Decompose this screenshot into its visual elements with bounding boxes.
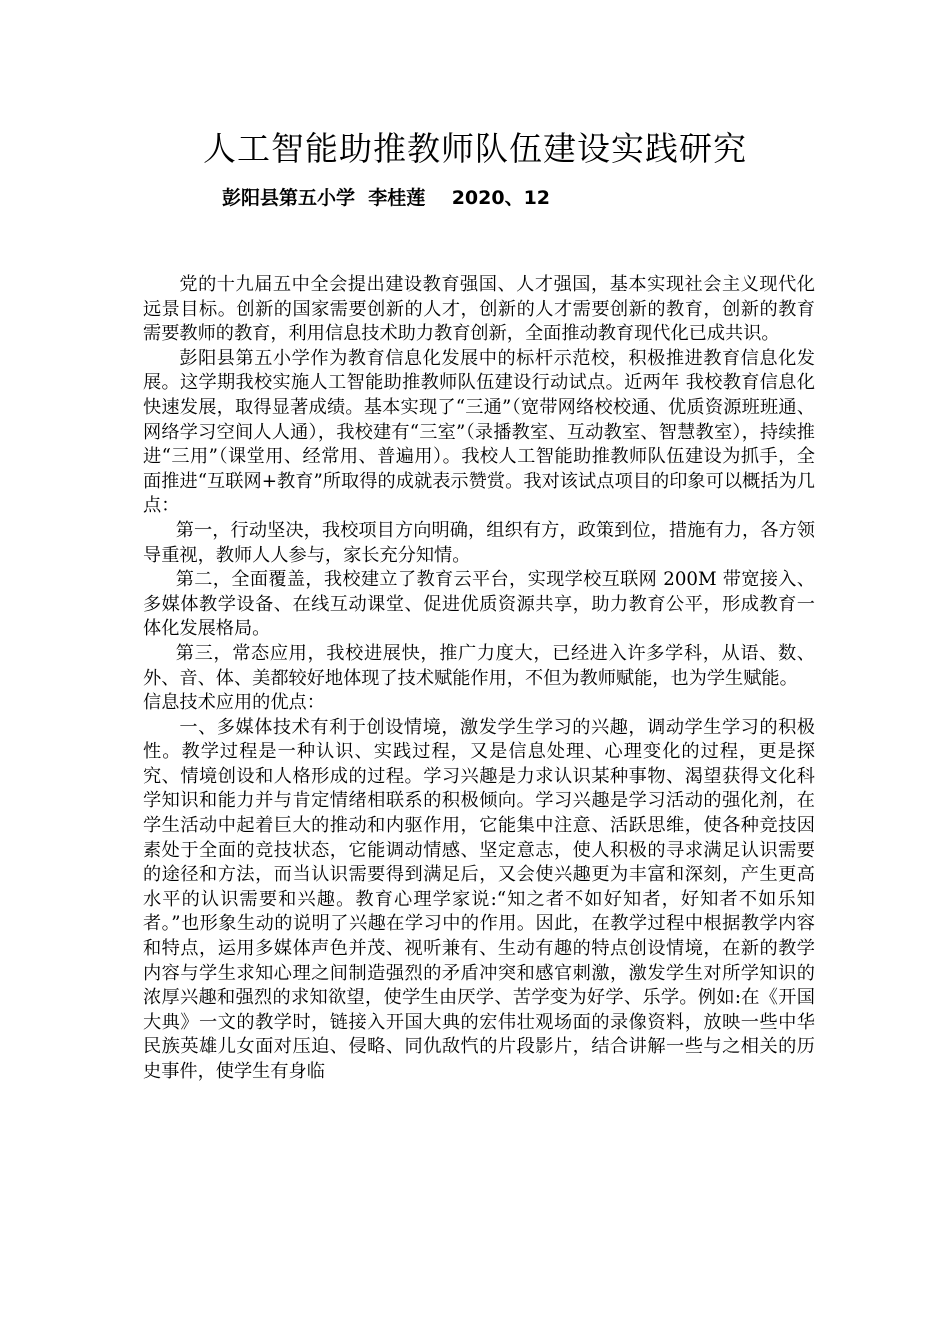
author-byline: 彭阳县第五小学 李桂莲 2020、12: [222, 187, 551, 209]
section-heading-advantages: 信息技术应用的优点：: [143, 692, 325, 714]
paragraph-point-two: 第二，全面覆盖，我校建立了教育云平台，实现学校互联网 200M 带宽接入、多媒体教学设备、在线互动课堂、促进优质资源共享，助力教育公平，形成教育一体化发展格局。: [143, 569, 815, 640]
paragraph-school-overview: 彭阳县第五小学作为教育信息化发展中的标杆示范校，积极推进教育信息化发展。这学期我校实施人工智能助推教师队伍建设行动试点。近两年 我校教育信息化快速发展，取得显著成绩。基本实现了“三通”（宽带网络校校通、优质资源班班通、网络学习空间人人通），我校建有“三室”（录播教室、互动教室、智慧教室），持续推进“三用”（课堂用、经常用、普遍用）。我校人工智能助推教师队伍建设为抓手，全面推进“互联网+教育”所取得的成就表示赞赏。我对该试点项目的印象可以概括为几点：: [143, 347, 815, 517]
document-title: 人工智能助推教师队伍建设实践研究: [203, 129, 747, 168]
paragraph-intro: 党的十九届五中全会提出建设教育强国、人才强国，基本实现社会主义现代化远景目标。创新的国家需要创新的人才，创新的人才需要创新的教育，创新的教育需要教师的教育，利用信息技术助力教育创新，全面推动教育现代化已成共识。: [143, 274, 815, 345]
document-body: [143, 273, 815, 1085]
paragraph-point-one: 第一，行动坚决，我校项目方向明确，组织有方，政策到位，措施有力，各方领导重视，教师人人参与，家长充分知情。: [143, 519, 815, 566]
paragraph-point-three: 第三，常态应用，我校进展快，推广力度大，已经进入许多学科，从语、数、外、音、体、美都较好地体现了技术赋能作用，不但为教师赋能，也为学生赋能。: [143, 642, 815, 689]
paragraph-multimedia: 一、多媒体技术有利于创设情境，激发学生学习的兴趣，调动学生学习的积极性。教学过程是一种认识、实践过程，又是信息处理、心理变化的过程，更是探究、情境创设和人格形成的过程。学习兴趣是力求认识某种事物、渴望获得文化科学知识和能力并与肯定情绪相联系的积极倾向。学习兴趣是学习活动的强化剂，在学生活动中起着巨大的推动和内驱作用，它能集中注意、活跃思维，使各种竞技因素处于全面的竞技状态，它能调动情感、坚定意志，使人积极的寻求满足认识需要的途径和方法，而当认识需要得到满足后，又会使兴趣更为丰富和深刻，产生更高水平的认识需要和兴趣。教育心理学家说:“知之者不如好知者，好知者不如乐知者。”也形象生动的说明了兴趣在学习中的作用。因此，在教学过程中根据教学内容和特点，运用多媒体声色并茂、视听兼有、生动有趣的特点创设情境，在新的教学内容与学生求知心理之间制造强烈的矛盾冲突和感官刺激，激发学生对所学知识的浓厚兴趣和强烈的求知欲望，使学生由厌学、苦学变为好学、乐学。例如:在《开国大典》一文的教学时，链接入开国大典的宏伟壮观场面的录像资料，放映一些中华民族英雄儿女面对压迫、侵略、同仇敌忾的片段影片，结合讲解一些与之相关的历史事件，使学生有身临: [143, 716, 815, 1082]
